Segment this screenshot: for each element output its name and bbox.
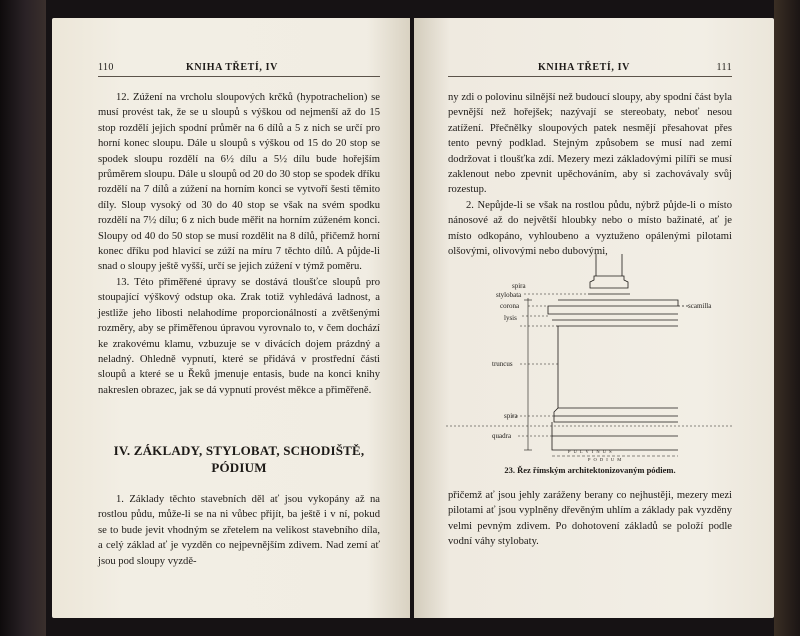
left-text-block-1 (98, 90, 380, 398)
label-podium: P O D I U M (588, 457, 623, 462)
page-number: 111 (716, 62, 732, 73)
right-text-block-2 (448, 488, 732, 550)
paragraph-12: 12. Zúžení na vrcholu sloupových krčků (hypotrachelion) se musí provést tak, že se u sloupů s výškou od nejmenší až do 15 stop rozdělí jejich spodní průměr na 6 dílů a 5 z nich se určí pro horní konec sloupu. Dále u sloupů s výškou od 15 do 20 stop se spodek sloupu rozdělí na 6½ dílu a 5½ dílu bude hořejším průměrem sloupu. Dále u sloupů od 20 do 30 stop se spodek dříku rozdělí na 7 dílů a zúžení na horním konci se vytvoří šesti těmito díly. Sloup vysoký od 30 do 40 stop se však na svém spodku rozdělí na 7½ dílu; 6 z nich bude měřit na horním zúženém konci. Sloupy od 40 do 50 stop se musí rozdělit na 8 dílů, přičemž horní konec dříku pod hlavicí se zúží na míru 7 těchto dílů. A půjde-li snad o sloupy ještě vyšší, určí se jejich zúžení v týmž poměru. (98, 92, 380, 273)
paragraph-13: 13. Této přiměřené úpravy se dostává tloušťce sloupů pro stoupající výškový odstup oka. Zrak totiž vyhledává ladnost, a jestliže jeho libosti nelahodíme proporcionálností a zvětšenými rozměry, aby se přiměřenou úpravou vyrovnalo to, v čem dochází ke zrakovému klamu, vzbuzuje se v divácích dojem prázdný a neladný. Ohledně vypnutí, které se přidává v prostřední části sloupů a které se u Řeků jmenuje entasis, bude na konci knihy nakreslen obrazec, jak se dá vypnutí provést měkce a přiměřeně. (98, 276, 380, 396)
right-text-block-1 (448, 90, 732, 259)
label-stylobata: stylobata (496, 291, 522, 299)
running-title: KNIHA TŘETÍ, IV (538, 62, 630, 73)
section-title-line-2: PÓDIUM (211, 460, 267, 475)
left-text-block-2 (98, 492, 380, 569)
label-spira-bottom: spira (504, 412, 518, 420)
podium-section-figure (448, 254, 732, 462)
label-truncus: truncus (492, 360, 513, 368)
book-edge-left (0, 0, 46, 636)
left-page (52, 18, 410, 618)
page-number: 110 (98, 62, 114, 73)
section-title (98, 442, 380, 476)
section-title-line-1: IV. ZÁKLADY, STYLOBAT, SCHODIŠTĚ, (113, 443, 365, 458)
figure-caption: 23. Řez římským architektonizovaným pódiem. (504, 465, 676, 475)
label-lysis: lysis (504, 314, 517, 322)
label-pulvinus: P U L V I N U S (568, 449, 613, 454)
label-scamilla: scamilla (688, 302, 712, 310)
right-page-header (448, 62, 732, 77)
paragraph-after-figure: přičemž ať jsou jehly zaráženy berany co nejhustěji, mezery mezi pilotami ať jsou vyplněny dřevěným uhlím a základy pak vyzděny velmi pevným zdivem. Po dohotovení základů se položí podle vodní váhy stylobaty. (448, 490, 732, 548)
paragraph-2: 2. Nepůjde-li se však na rostlou půdu, nýbrž půjde-li o místo nánosové až do největší hloubky nebo o místo bažinaté, ať je místo odkopáno, vyhloubeno a vyztuženo opálenými pilotami olšovými, olivovými nebo dubovými, (448, 199, 732, 258)
paragraph-1: 1. Základy těchto stavebních děl ať jsou vykopány až na rostlou půdu, může-li se na ni vůbec přijít, ba ještě i v ní, pokud se to bude jevit vhodným se zřetelem na velikost stavebního díla, a celý základ ať je vyzděn co nejpevnějším zdivem. Nad zemí ať jsou pod sloupy vyzdě- (98, 494, 380, 567)
right-page (414, 18, 774, 618)
left-page-header (98, 62, 380, 77)
label-spira-top: spira (512, 282, 526, 290)
label-quadra: quadra (492, 432, 512, 440)
paragraph-continued: ny zdi o polovinu silnější než budoucí sloupy, aby spodní část byla pevnější než hořejšek; nazývají se stereobaty, neboť nesou zatížení. Přečnělky sloupových patek nesmějí přesahovat přes tento pevný podklad. Stejným způsobem se musí nad zemí dodržovat i tloušťka zdí. Mezery mezi základovými pilíři se musí zaklenout nebo zpevnit upěchováním, aby si zachovávaly svůj rozestup. (448, 92, 732, 196)
label-corona: corona (500, 302, 520, 310)
book-edge-right (774, 0, 800, 636)
running-title: KNIHA TŘETÍ, IV (186, 62, 278, 73)
